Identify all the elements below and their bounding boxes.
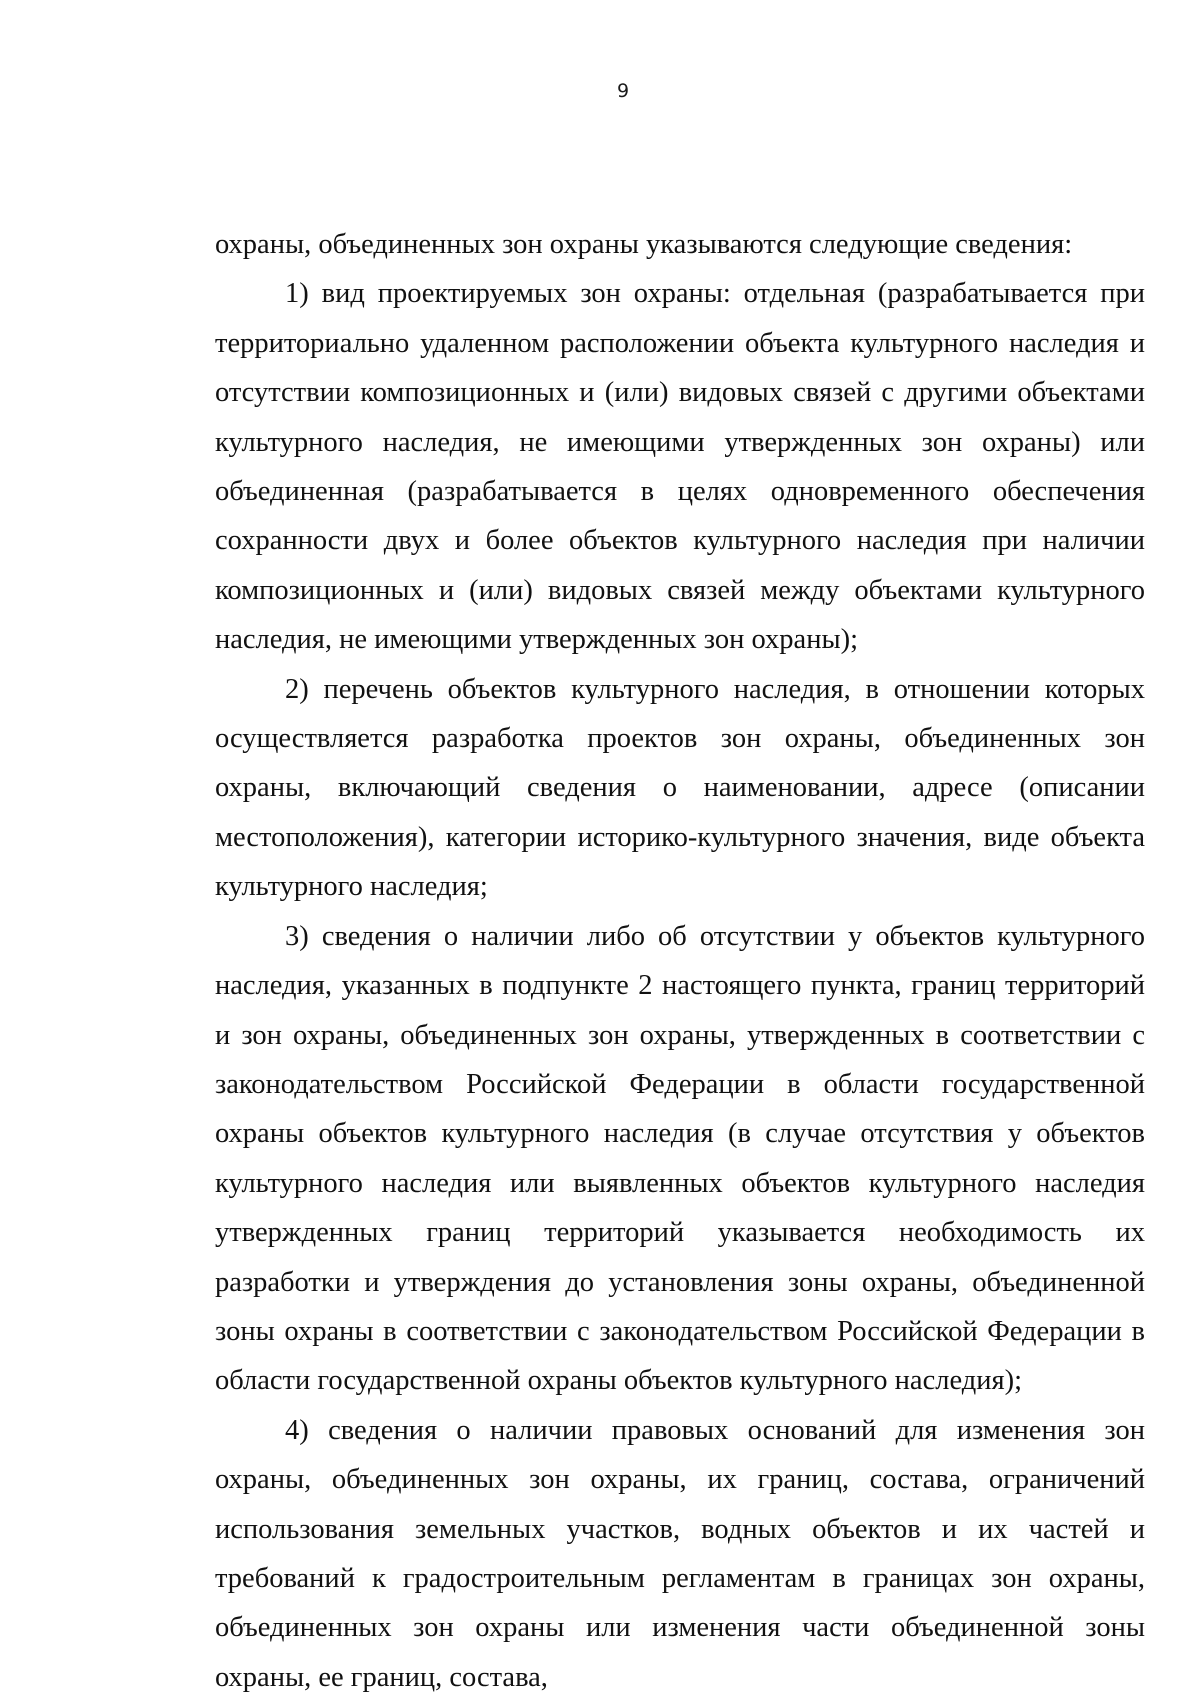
paragraph-item-1: 1) вид проектируемых зон охраны: отдельная (разрабатывается при территориально удаленном расположении объекта культурного наследия и отсутствии композиционных и (или) видовых связей с другими объектами культурного наследия, не имеющими утвержденных зон охраны) или объединенная (разрабатывается в целях одновременного обеспечения сохранности двух и более объектов культурного наследия при наличии композиционных и (или) видовых связей между объектами культурного наследия, не имеющими утвержденных зон охраны); (215, 278, 1145, 656)
paragraph-continuation: охраны, объединенных зон охраны указываются следующие сведения: (215, 229, 1073, 260)
paragraph-item-2: 2) перечень объектов культурного наследия, в отношении которых осуществляется разработка проектов зон охраны, объединенных зон охраны, включающий сведения о наименовании, адресе (описании местоположения), категории историко-культурного значения, виде объекта культурного наследия; (215, 673, 1145, 903)
paragraph-item-3: 3) сведения о наличии либо об отсутствии у объектов культурного наследия, указанных в подпункте 2 настоящего пункта, границ территорий и зон охраны, объединенных зон охраны, утвержденных в соответствии с законодательством Российской Федерации в области государственной охраны объектов культурного наследия (в случае отсутствия у объектов культурного наследия или выявленных объектов культурного наследия утвержденных границ территорий указывается необходимость их разработки и утверждения до установления зоны охраны, объединенной зоны охраны в соответствии с законодательством Российской Федерации в области государственной охраны объектов культурного наследия); (215, 920, 1145, 1397)
paragraph-item-4: 4) сведения о наличии правовых оснований для изменения зон охраны, объединенных зон охраны, их границ, состава, ограничений использования земельных участков, водных объектов и их частей и требований к градостроительным регламентам в границах зон охраны, объединенных зон охраны или изменения части объединенной зоны охраны, ее границ, состава, (215, 1414, 1145, 1693)
document-body (215, 220, 1145, 1702)
page-number: 9 (616, 80, 630, 102)
